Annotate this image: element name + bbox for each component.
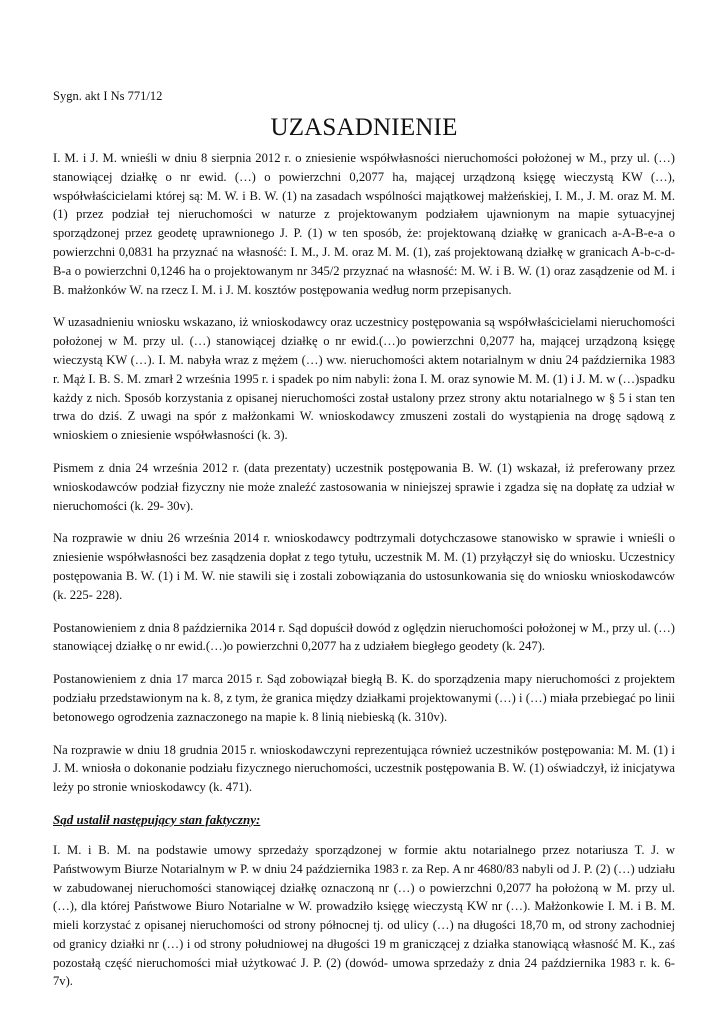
paragraph-hearing-2014: Na rozprawie w dniu 26 września 2014 r. wnioskodawcy podtrzymali dotychczasowe stanowisko w sprawie i wnieśli o zniesienie współwłasności bez zasądzenia dopłat z tego tytułu, uczestnik M. M. (1) przyłączył się do wniosku. Uczestnicy postępowania B. W. (1) i M. W. nie stawili się i zostali zobowiązania do ustosunkowania się do wniosku wnioskodawców (k. 225- 228). [53,531,675,602]
document-title: UZASADNIENIE [270,114,458,141]
section-heading-facts: Sąd ustalił następujący stan faktyczny: [53,811,261,827]
paragraph-order-march-2015: Postanowieniem z dnia 17 marca 2015 r. Sąd zobowiązał biegłą B. K. do sporządzenia mapy nieruchomości z projektem podziału przedstawionym na k. 8, z tym, że granica między działkami projektowanymi (…) i (…) miała przebiegać po linii betonowego ogrodzenia zaznaczonego na mapie k. 8 linią niebieską (k. 310v). [53,672,675,724]
paragraph-hearing-2015: Na rozprawie w dniu 18 grudnia 2015 r. wnioskodawczyni reprezentująca również uczestników postępowania: M. M. (1) i J. M. wniosła o dokonanie podziału fizycznego nieruchomości, uczestnik postępowania B. W. (1) oświadczył, iż inicjatywa leży po stronie wnioskodawcy (k. 471). [53,742,675,795]
paragraph-participant-letter: Pismem z dnia 24 września 2012 r. (data prezentaty) uczestnik postępowania B. W. (1) wskazał, iż preferowany przez wnioskodawców podział fizyczny nie może znaleźć zastosowania w niniejszej sprawie i zgadza się na dopłatę za udział w nieruchomości (k. 29- 30v). [53,460,675,513]
paragraph-facts: I. M. i B. M. na podstawie umowy sprzedaży sporządzonej w formie aktu notarialnego przez notariusza T. J. w Państwowym Biurze Notarialnym w P. w dniu 24 października 1983 r. za Rep. A nr 4680/83 nabyli od J. P. (2) (…) udziału w zabudowanej nieruchomości stanowiącej działkę oznaczoną nr (…) o powierzchni 0,2077 ha położoną w M. przy ul. (…), dla której Państwowe Biuro Notarialne w W. prowadziło księgę wieczystą KW nr (…). Małżonkowie I. M. i B. M. mieli korzystać z opisanej nieruchomości od strony północnej tj. od ulicy (…) na długości 18,70 m, od strony zachodniej od granicy działki nr (…) i od strony południowej na długości 19 m graniczącej z działka stanowiącą własność M. K., zaś pozostałą część nieruchomości miał użytkować J. P. (2) (dowód- umowa sprzedaży z dnia 24 października 1983 r. k. 6- 7v). [53,842,675,989]
paragraph-justification: W uzasadnieniu wniosku wskazano, iż wnioskodawcy oraz uczestnicy postępowania są współwłaścicielami nieruchomości położonej w M. przy ul. (…) stanowiącej działkę o nr ewid.(…)o powierzchni 0,2077 ha, mającej urządzoną księgę wieczystą KW (…). I. M. nabyła wraz z mężem (…) ww. nieruchomości aktem notarialnym w dniu 24 października 1983 r. Mąż I. B. S. M. zmarł 2 września 1995 r. i spadek po nim nabyli: żona I. M. oraz synowie M. M. (1) i J. M. w (…)spadku każdy z nich. Sposób korzystania z opisanej nieruchomości został ustalony przez strony aktu notarialnego w § 5 i stan ten trwa do dziś. Z uwagi na spór z małżonkami W. wnioskodawcy zmuszeni zostali do wystąpienia na drogę sądową z wnioskiem o zniesienie współwłasności (k. 3). [53,315,675,443]
paragraph-motion: I. M. i J. M. wnieśli w dniu 8 sierpnia 2012 r. o zniesienie współwłasności nieruchomości położonej w M., przy ul. (…) stanowiącej działkę o nr ewid. (…) o powierzchni 0,2077 ha, mającej urządzoną księgę wieczystą KW (…), współwłaścicielami której są: M. W. i B. W. (1) na zasadach wspólności majątkowej małżeńskiej, I. M., J. M. oraz M. M. (1) przez podział tej nieruchomości w naturze z projektowanym podziałem ujawnionym na mapie sytuacyjnej sporządzonej przez geodetę uprawnionego J. P. (1) w ten sposób, że: projektowaną działkę w granicach a-A-B-e-a o powierzchni 0,0831 ha przyznać na własność: I. M., J. M. oraz M. M. (1), zaś projektowaną działkę w granicach A-b-c-d-B-a o powierzchni 0,1246 ha o projektowanym nr 345/2 przyznać na własność: M. W. i B. W. (1) oraz zasądzenie od M. i B. małżonków W. na rzecz I. M. i J. M. kosztów postępowania według norm przepisanych. [53,151,675,297]
document-page [53,88,675,1005]
case-reference: Sygn. akt I Ns 771/12 [53,89,163,103]
paragraph-order-october-2014: Postanowieniem z dnia 8 października 2014 r. Sąd dopuścił dowód z oględzin nieruchomości położonej w M., przy ul. (…) stanowiącej działkę o nr ewid.(…)o powierzchni 0,2077 ha z udziałem biegłego geodety (k. 247). [53,620,675,654]
